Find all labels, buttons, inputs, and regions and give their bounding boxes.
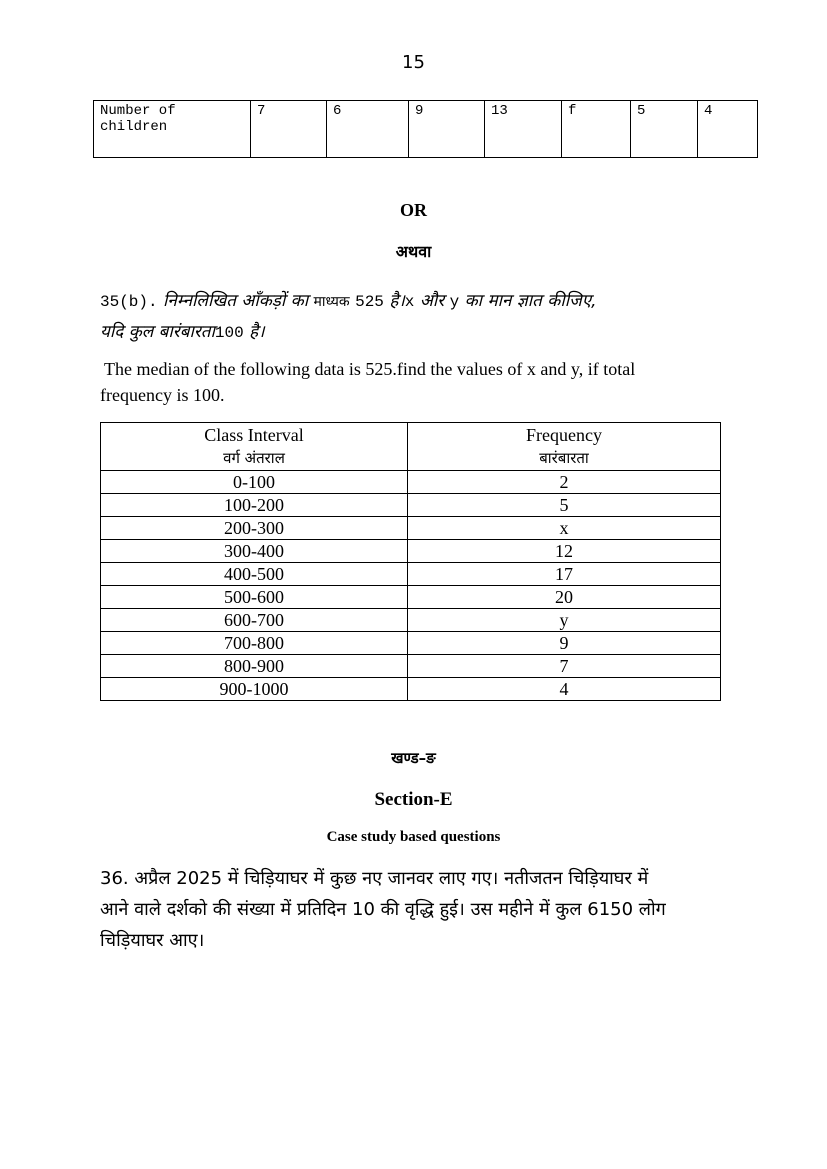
section-title: Section-E: [374, 789, 453, 810]
frequency-cell: 2: [408, 471, 721, 494]
table-header-row: [101, 423, 721, 471]
table-row: [101, 586, 721, 609]
frequency-cell: 12: [408, 540, 721, 563]
question-36-line: 36. अप्रैल 2025 में चिड़ियाघर में कुछ नए जानवर लाए गए। नतीजतन चिड़ियाघर में: [100, 868, 649, 889]
question-36: [100, 863, 740, 956]
table-cell: 9: [409, 101, 485, 158]
question-36-line: चिड़ियाघर आए।: [100, 930, 205, 951]
class-interval-cell: 900-1000: [101, 678, 408, 701]
table-row: [101, 655, 721, 678]
table-row: [101, 563, 721, 586]
table-cell: f: [562, 101, 631, 158]
frequency-cell: 17: [408, 563, 721, 586]
table-cell: 6: [327, 101, 409, 158]
table-row: [101, 471, 721, 494]
table-row: [101, 517, 721, 540]
frequency-cell: 20: [408, 586, 721, 609]
table-row: [94, 101, 758, 158]
frequency-cell: 4: [408, 678, 721, 701]
frequency-cell: x: [408, 517, 721, 540]
class-interval-cell: 0-100: [101, 471, 408, 494]
class-interval-cell: 800-900: [101, 655, 408, 678]
frequency-cell: y: [408, 609, 721, 632]
page-number: 15: [402, 52, 425, 73]
class-interval-cell: 300-400: [101, 540, 408, 563]
header-frequency: Frequency बारंबारता: [408, 423, 721, 471]
table-row: [101, 632, 721, 655]
table-row: [101, 494, 721, 517]
or-label: OR: [400, 200, 427, 220]
table-row: [101, 678, 721, 701]
question-35b-english: The median of the following data is 525.find the values of x and y, if total frequency is 100.: [100, 359, 636, 405]
section-label-hindi: खण्ड–ङ: [391, 749, 436, 767]
or-label-hindi: अथवा: [395, 242, 432, 261]
question-35b-hindi: 35(b). निम्नलिखित आँकड़ों का माध्यक 525 है।x और y का मान ज्ञात कीजिए, यदि कुल बारंबारता100 है।: [100, 291, 597, 342]
class-interval-cell: 400-500: [101, 563, 408, 586]
question-36-line: आने वाले दर्शको की संख्या में प्रतिदिन 10 की वृद्धि हुई। उस महीने में कुल 6150 लोग: [100, 899, 666, 920]
table-cell: 5: [631, 101, 698, 158]
table-cell: 4: [698, 101, 758, 158]
children-table: [93, 100, 758, 158]
table-cell: 13: [485, 101, 562, 158]
class-interval-cell: 600-700: [101, 609, 408, 632]
frequency-cell: 5: [408, 494, 721, 517]
table-cell: Number of children: [94, 101, 251, 158]
class-interval-cell: 100-200: [101, 494, 408, 517]
table-row: [101, 609, 721, 632]
case-study-heading: Case study based questions: [326, 829, 501, 845]
header-class-interval: Class Interval वर्ग अंतराल: [101, 423, 408, 471]
table-cell: 7: [251, 101, 327, 158]
frequency-cell: 9: [408, 632, 721, 655]
class-interval-cell: 700-800: [101, 632, 408, 655]
frequency-cell: 7: [408, 655, 721, 678]
frequency-table: [100, 422, 721, 701]
class-interval-cell: 200-300: [101, 517, 408, 540]
class-interval-cell: 500-600: [101, 586, 408, 609]
table-row: [101, 540, 721, 563]
